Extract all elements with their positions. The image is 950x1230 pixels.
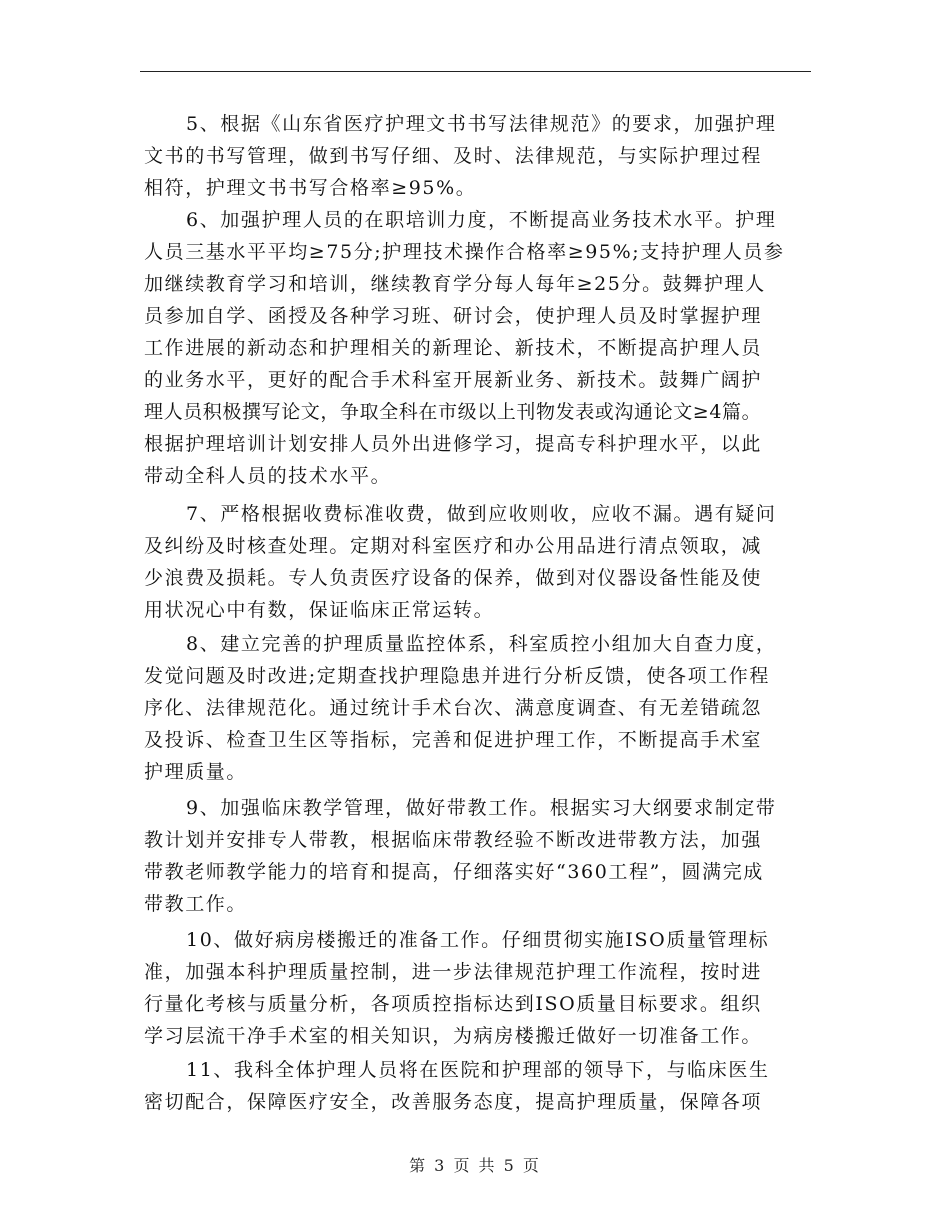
text-line: 员参加自学、函授及各种学习班、研讨会，使护理人员及时掌握护理 [144,305,763,327]
text-line: 学习层流干净手术室的相关知识，为病房楼搬迁做好一切准备工作。 [144,1025,763,1047]
text-line: 的业务水平，更好的配合手术科室开展新业务、新技术。鼓舞广阔护 [144,369,763,391]
text-line: 带动全科人员的技术水平。 [144,465,392,487]
text-line: 准，加强本科护理质量控制，进一步法律规范护理工作流程，按时进 [144,961,763,983]
text-line: 少浪费及损耗。专人负责医疗设备的保养，做到对仪器设备性能及使 [144,567,763,589]
text-line: 人员三基水平平均≥75分;护理技术操作合格率≥95%;支持护理人员参 [144,241,785,263]
page-number: 第 3 页 共 5 页 [409,1156,541,1175]
text-line: 7、严格根据收费标准收费，做到应收则收，应收不漏。遇有疑问 [186,503,777,525]
text-line: 用状况心中有数，保证临床正常运转。 [144,599,495,621]
text-line: 行量化考核与质量分析，各项质控指标达到ISO质量目标要求。组织 [144,993,762,1015]
text-line: 10、做好病房楼搬迁的准备工作。仔细贯彻实施ISO质量管理标 [186,929,770,951]
text-line: 密切配合，保障医疗安全，改善服务态度，提高护理质量，保障各项 [144,1091,763,1113]
text-line: 11、我科全体护理人员将在医院和护理部的领导下，与临床医生 [186,1059,770,1081]
text-line: 6、加强护理人员的在职培训力度，不断提高业务技术水平。护理 [186,209,777,231]
text-line: 加继续教育学习和培训，继续教育学分每人每年≥25分。鼓舞护理人 [144,273,766,295]
text-line: 相符，护理文书书写合格率≥95%。 [144,177,477,199]
text-line: 9、加强临床教学管理，做好带教工作。根据实习大纲要求制定带 [186,797,777,819]
text-line: 及投诉、检查卫生区等指标，完善和促进护理工作，不断提高手术室 [144,729,763,751]
text-line: 工作进展的新动态和护理相关的新理论、新技术，不断提高护理人员 [144,337,763,359]
text-line: 及纠纷及时核查处理。定期对科室医疗和办公用品进行清点领取，减 [144,535,763,557]
text-line: 发觉问题及时改进;定期查找护理隐患并进行分析反馈，使各项工作程 [144,665,771,687]
text-line: 文书的书写管理，做到书写仔细、及时、法律规范，与实际护理过程 [144,145,763,167]
text-line: 8、建立完善的护理质量监控体系，科室质控小组加大自查力度， [186,633,777,655]
text-line: 5、根据《山东省医疗护理文书书写法律规范》的要求，加强护理 [186,113,777,135]
text-line: 教计划并安排专人带教，根据临床带教经验不断改进带教方法，加强 [144,829,763,851]
text-line: 根据护理培训计划安排人员外出进修学习，提高专科护理水平，以此 [144,433,763,455]
text-line: 理人员积极撰写论文，争取全科在市级以上刊物发表或沟通论文≥4篇。 [144,401,762,423]
text-line: 带教老师教学能力的培育和提高，仔细落实好“360工程”，圆满完成 [144,861,764,883]
text-line: 护理质量。 [144,761,248,783]
text-line: 带教工作。 [144,893,248,915]
header-rule [140,71,811,72]
text-line: 序化、法律规范化。通过统计手术台次、满意度调查、有无差错疏忽 [144,697,763,719]
